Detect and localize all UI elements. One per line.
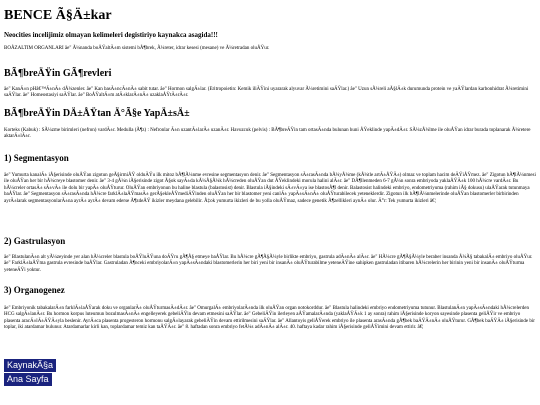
page-subtitle: Neocities incelijimiz olmayan kelimeleri degistiriyo kaynakca asagida!!! (4, 31, 218, 39)
intro-text: BOÃZALTIM ORGANLARI âe" Ã¼nanda boÅŸaltÄ±m sistemi bÃ¶brek, Ã¼reter, idrar kesesi (mesane) ve Ã¼retradan oluÅŸur. (4, 46, 270, 51)
section-heading-functions: BÃ¶breÄŸin GÃ¶revleri (4, 68, 112, 79)
heading-gastrulation: 2) Gastrulasyon (4, 236, 66, 246)
section-heading-structure: BÃ¶breÄŸin DÄ±ÅŸtan Ä°Ã§e YapÄ±sÄ± (4, 108, 190, 119)
sources-link[interactable]: KaynakÃ§a (4, 359, 56, 372)
body-gastrulation: âe" BlastulanÄ±n alt yÃ¼zeyinde yer alan hÃ¼creler blastula boÅŸluÄŸuna doÄŸru gÃ¶Ã§ etmeye baÅŸlar. Bu hÃ¼cre gÃ¶Ã§Ã¼yle birlikte embriyo, gastrula adÄ±nÄ± alÄ±r. âe" HÃ¼cre gÃ¶Ã§Ã¼yle beraber insanda Ã¼Ã§ tabakalÄ± embriyo oluÅŸur. âe" FarklÄ±laÅŸma gastrula evresinde baÅŸlar. Gastruladan Ã¶nceki embriyolarÄ±n yapÄ±sÄ±ndaki blastomerlerin her biri yeni bir insanÄ± oluÅŸturabilme yeteneÄŸine sahipken gastruladan itibaren hÃ¼crelerin her birinin yeni bir insanÄ± oluÅŸturma yeteneÄŸi yoktur. (4, 255, 533, 273)
heading-organogenesis: 3) Organogenez (4, 285, 65, 295)
home-link[interactable]: Ana Sayfa (4, 373, 52, 386)
section-body-functions: âe" KanÄ±n pHâ€™Ä±nÄ± dÃ¼zenler. âe" Kan basÄ±ncÄ±nÄ± sabit tutar. âe" Hormon salgÄ±lar. (Eritropoietin: Kemik iliÄŸini uyararak alyuvar Ã¼retimini saÄŸlar.) âe" Uzun sÃ¼reli aÃ§lÄ±k durumunda protein ve yaÄŸlardan karbonhidrat Ã¼retimini saÄŸlar. âe" Homeostasiyi saÄŸlar. âe" BoÅŸaltÄ±m atÄ±klarÄ±nÄ± uzaklaÅŸtÄ±rÄ±r. (4, 87, 529, 99)
body-organogenesis: âe" Embriyonik tabakalarÄ±n farklÄ±laÅŸarak doku ve organlarÄ± oluÅŸturmasÄ±dÄ±r. âe" OmurgalÄ± embriyolarÄ±nda ilk oluÅŸan organ notokorddur. âe" Blastula halindeki embriyo endometriyuma tutunur. BlastulanÄ±n yapÄ±sÄ±ndaki hÃ¼crelerden HCG salgÄ±lanÄ±r. Bu hormon korpus luteumun bozulmasÄ±nÄ± engelleyerek gebeliÄŸin devam etmesini saÄŸlar. âe" GebeliÄŸin ilerleyen aÅŸamalarÄ±nda (yaklaÅŸÄ±k 1 ay sonra) rahim iÃ§erisinde koryon sayesinde plasenta geliÅŸir ve embriyo plasenta aracÄ±lÄ±ÄŸÄ±yla beslenir. AyrÄ±ca plasenta progesteron hormonu salgÄ±layarak gebeliÄŸin devam ettirilmesini saÄŸlar. âe" Allantoyis geliÅŸerek embriyo ile plasenta arasÄ±nda gÃ¶bek baÄŸÄ±nÄ± oluÅŸturur. GÃ¶bek baÄŸÄ± iÃ§erisinde bir toplar, iki atardamar bulunur. Atardamarlar kirli kan, toplardamar temiz kan taÅŸÄ±r. âe" 8. haftadan sonra embriyo fetÃ¼s adÄ±nÄ± alÄ±r. 40. haftaya kadar rahim iÃ§erisinde geliÅŸimini devam ettirir. â€¦ (4, 306, 535, 331)
section-body-structure: Korteks (Kabuk) : SÃ¼zme birimleri (nefron) vardÄ±r. Medulla (Ã¶z) : Nefronlar Ä±n uzantÄ±larÄ± uzanÄ±r. Havuzcuk (pelvis) : BÃ¶breÄŸin tam ortasÄ±nda bulunan huni ÅŸeklinde yapÄ±dÄ±r. SÃ¼zÃ¼lme ile oluÅŸan idrar burada toplanarak Ã¼retere aktarÄ±lÄ±r. (4, 128, 531, 140)
page-title: BENCE Ã§Ä±kar (4, 8, 112, 23)
nav-links (4, 359, 56, 387)
heading-segmentation: 1) Segmentasyon (4, 153, 69, 163)
body-segmentation: âe" Yumurta kanalÄ± iÃ§erisinde oluÅŸan zigotun geÃ§irmiÅŸ olduÄŸu ilk mitoz bÃ¶lÃ¼nme evresine segmentasyon denir. âe" Segmentasyon sÄ±rasÄ±nda bÃ¼yÃ¼me (kÃ¼tle artÄ±ÅŸÄ±) olmaz ve toplam hacim deÄŸiÅŸmez. âe" Zigotun bÃ¶lÃ¼nmesi ile oluÅŸan her bir hÃ¼creye blastomer denir. âe" 3-4 gÃ¼n iÃ§erisinde zigot Ã§ok sayÄ±da kÃ¼Ã§Ã¼k hÃ¼creden oluÅŸan dut ÅŸeklindeki morula halini alÄ±r. âe" DÃ¶llenmeden 6-7 gÃ¼n sonra embriyoda yaklaÅŸÄ±k 100 hÃ¼cre vardÄ±r. Bu hÃ¼creler ortasÄ± sÄ±vÄ± ile dolu bir yapÄ± oluÅŸturur. OluÅŸan embriyonun bu haline blastula (balastosist) denir. Blastula iÃ§indeki sÄ±vÄ±ya ise blastosÃ¶l denir. Balastosist halindeki embriyo, endometriyuma (rahim iÃ§ dokusu) ulaÅŸarak tutunmaya baÅŸlar. âe" Segmentasyon sÄ±rasÄ±nda hÃ¼cre farklÄ±laÅŸmasÄ± gerÃ§ekleÅŸmediÄŸinden oluÅŸan her bir blastomer yeni canlÄ± yapÄ±sÄ±nÄ± oluÅŸturabilecek yeteneklerdir. Zigotun ilk bÃ¶lÃ¼nmelerinde oluÅŸan blastomerler birbirinden ayrÄ±larak segmentasyonlarÄ±na ayrÄ± ayrÄ± devam ederse Ã¶zdeÅŸ ikizler meydana gelebilir. Ã‡ok yumurta ikizleri de bu yolla oluÅŸmaz, sadece genetik Ã¶zellikleri aynÄ± olur. Ä°r: Tek yumurta ikizleri â€¦ (4, 173, 536, 204)
